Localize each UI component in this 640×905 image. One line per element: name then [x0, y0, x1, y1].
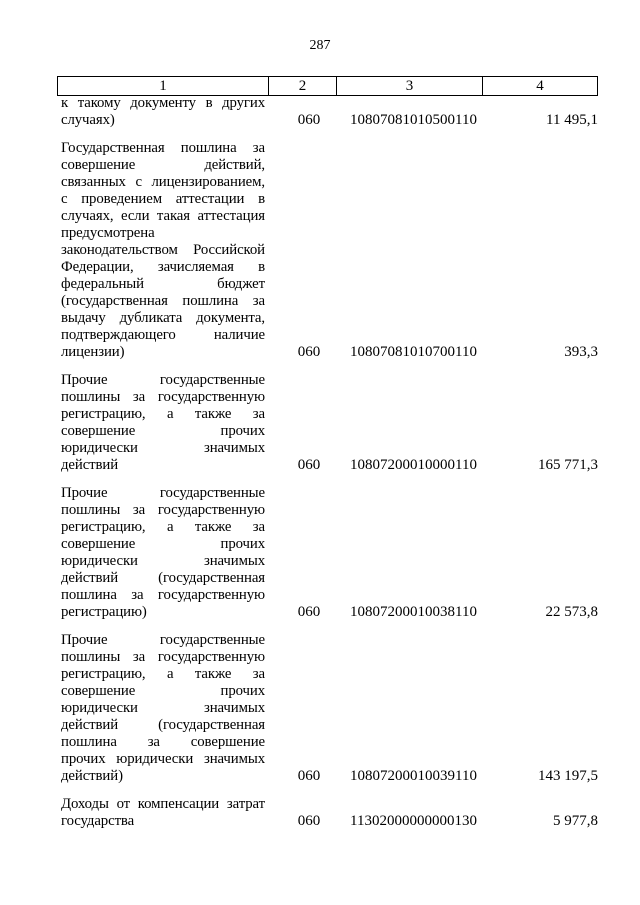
table-header-row: [57, 76, 598, 96]
revenue-code-cell: 10807081010500110: [350, 112, 477, 128]
description-line: к такому документу в других: [61, 95, 265, 111]
description-line: совершение прочих: [61, 536, 265, 552]
row-description: [57, 372, 268, 474]
amount-cell: 5 977,8: [553, 813, 598, 829]
revenue-code-cell: 10807200010038110: [350, 604, 477, 620]
description-line: связанных с лицензированием,: [61, 174, 265, 190]
amount-cell: 165 771,3: [538, 457, 598, 473]
description-line: действий (государственная: [61, 570, 265, 586]
row-description: [57, 796, 268, 830]
admin-code-cell: 060: [297, 457, 321, 473]
description-line: пошлина за совершение: [61, 734, 265, 750]
amount-cell: 22 573,8: [545, 604, 598, 620]
table-row: [57, 95, 598, 140]
amount-cell: 143 197,5: [538, 768, 598, 784]
admin-code-cell: 060: [297, 112, 321, 128]
table-row: [57, 485, 598, 632]
description-line: пошлина за государственную: [61, 587, 265, 603]
description-line: регистрацию): [61, 604, 147, 620]
description-line: пошлины за государственную: [61, 649, 265, 665]
description-line: случаях): [61, 112, 115, 128]
description-line: Прочие государственные: [61, 372, 265, 388]
admin-code-cell: 060: [297, 604, 321, 620]
description-line: совершение прочих: [61, 683, 265, 699]
description-line: действий: [61, 457, 119, 473]
page-number: 287: [309, 38, 331, 53]
description-line: регистрацию, а также за: [61, 666, 265, 682]
description-line: законодательством Российской: [61, 242, 265, 258]
description-line: регистрацию, а также за: [61, 519, 265, 535]
amount-cell: 11 495,1: [546, 112, 598, 128]
row-description: [57, 485, 268, 621]
header-col-3: 3: [336, 77, 482, 95]
table-body: [57, 95, 598, 841]
row-description: [57, 95, 268, 129]
revenue-code-cell: 10807200010000110: [350, 457, 477, 473]
description-line: Государственная пошлина за: [61, 140, 265, 156]
admin-code-cell: 060: [297, 344, 321, 360]
revenue-code-cell: 10807081010700110: [350, 344, 477, 360]
header-col-4: 4: [482, 77, 597, 95]
description-line: совершение действий,: [61, 157, 265, 173]
description-line: юридически значимых: [61, 700, 265, 716]
description-line: федеральный бюджет: [61, 276, 265, 292]
description-line: подтверждающего наличие: [61, 327, 265, 343]
table-row: [57, 140, 598, 372]
description-line: Прочие государственные: [61, 632, 265, 648]
description-line: действий): [61, 768, 123, 784]
description-line: регистрацию, а также за: [61, 406, 265, 422]
description-line: государства: [61, 813, 135, 829]
description-line: с проведением аттестации в: [61, 191, 265, 207]
table-row: [57, 796, 598, 841]
description-line: лицензии): [61, 344, 125, 360]
admin-code-cell: 060: [297, 768, 321, 784]
description-line: случаях, если такая аттестация: [61, 208, 265, 224]
admin-code-cell: 060: [297, 813, 321, 829]
description-line: юридически значимых: [61, 553, 265, 569]
description-line: прочих юридически значимых: [61, 751, 265, 767]
revenue-code-cell: 10807200010039110: [350, 768, 477, 784]
description-line: пошлины за государственную: [61, 389, 265, 405]
description-line: юридически значимых: [61, 440, 265, 456]
amount-cell: 393,3: [564, 344, 598, 360]
header-col-1: 1: [159, 78, 167, 94]
description-line: Доходы от компенсации затрат: [61, 796, 265, 812]
description-line: выдачу дубликата документа,: [61, 310, 265, 326]
table-row: [57, 632, 598, 796]
description-line: Федерации, зачисляемая в: [61, 259, 265, 275]
table-row: [57, 372, 598, 485]
header-col-2: 2: [268, 77, 336, 95]
row-description: [57, 140, 268, 361]
row-description: [57, 632, 268, 785]
description-line: совершение прочих: [61, 423, 265, 439]
description-line: пошлины за государственную: [61, 502, 265, 518]
revenue-code-cell: 11302000000000130: [350, 813, 477, 829]
description-line: Прочие государственные: [61, 485, 265, 501]
description-line: (государственная пошлина за: [61, 293, 265, 309]
description-line: действий (государственная: [61, 717, 265, 733]
description-line: предусмотрена: [61, 225, 155, 241]
